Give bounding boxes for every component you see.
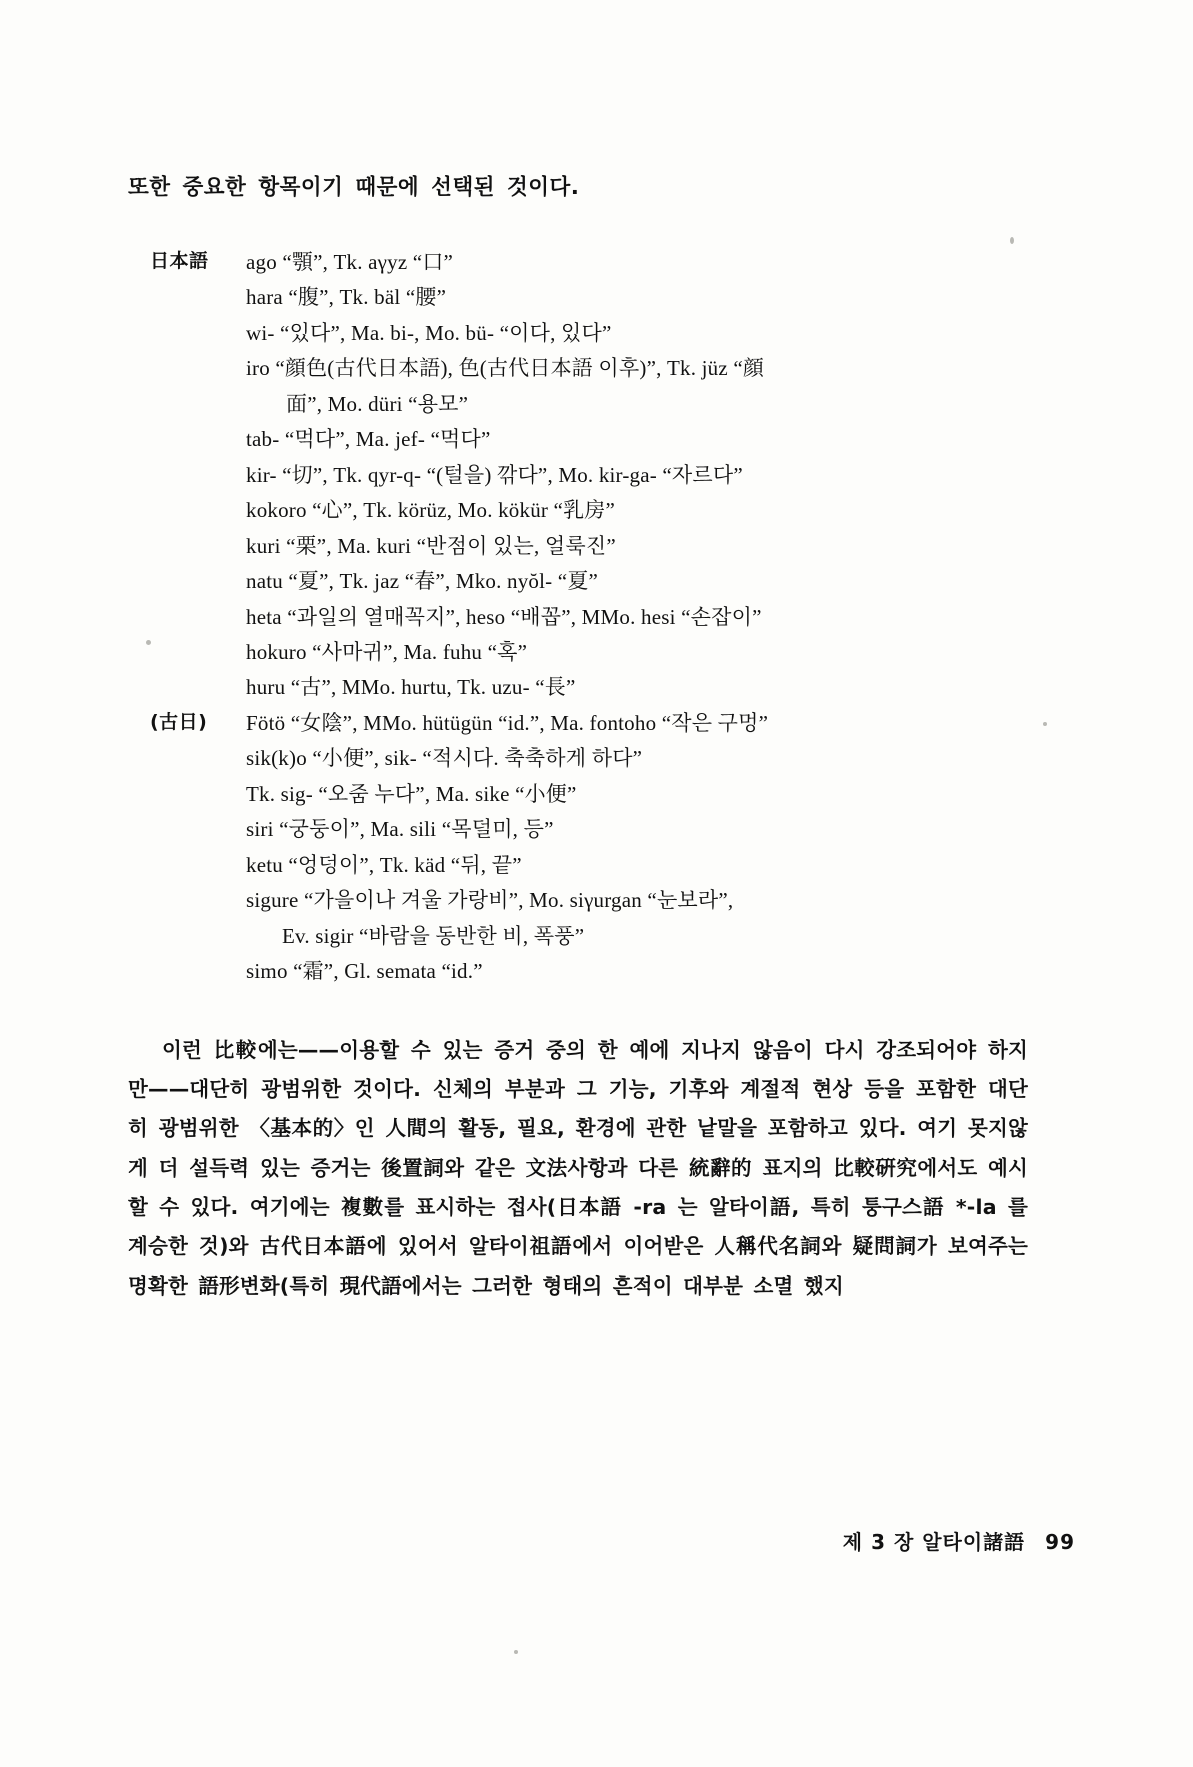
entry-label-blank [150,674,246,675]
entry-row [150,355,1028,381]
entry-label-blank [150,745,246,746]
entry-text: Ev. sigir “바람을 동반한 비, 폭풍” [282,923,585,948]
entry-row [150,674,1028,700]
entry-label-blank [150,852,246,853]
entry-text: kokoro “心”, Tk. körüz, Mo. kökür “乳房” [246,498,615,523]
entry-text: ketu “엉덩이”, Tk. käd “뒤, 끝” [246,852,522,877]
entry-row [150,639,1028,665]
page-footer [843,1526,1075,1555]
entry-row [150,249,1028,275]
entry-text: natu “夏”, Tk. jaz “春”, Mko. nyŏl- “夏” [246,569,599,594]
entry-row [150,852,1028,878]
entry-row [150,462,1028,488]
entry-label-blank [150,533,246,534]
entry-label-blank [150,816,246,817]
footer-page-number: 99 [1045,1530,1075,1554]
entry-label-blank [150,958,246,959]
entry-label-blank [150,391,246,392]
entry-label-blank [150,462,246,463]
entry-text: ago “顎”, Tk. aγyz “口” [246,250,454,274]
page-speck [1043,722,1047,726]
group-label-old-japanese: (古日) [150,710,208,733]
word-list-japanese [150,249,1028,985]
entry-text: hara “腹”, Tk. bäl “腰” [246,285,447,310]
entry-label-blank [150,923,246,924]
entry-label-blank [150,639,246,640]
entry-text: siri “궁둥이”, Ma. sili “목덜미, 등” [246,817,554,842]
entry-text: 面”, Mo. düri “용모” [286,391,469,416]
entry-label-blank [150,355,246,356]
entry-text: sik(k)o “小便”, sik- “적시다. 축축하게 하다” [246,746,643,771]
entry-row [150,887,1028,913]
page-content [128,170,1028,1327]
entry-text: kuri “栗”, Ma. kuri “반점이 있는, 얼룩진” [246,533,616,558]
entry-label-blank [150,320,246,321]
entry-text: hokuro “사마귀”, Ma. fuhu “혹” [246,639,528,664]
entry-label-blank [150,497,246,498]
entry-row [150,816,1028,842]
entry-label-blank [150,781,246,782]
entry-text: sigure “가을이나 겨울 가랑비”, Mo. siγurgan “눈보라”, [246,888,734,913]
entry-text: huru “古”, MMo. hurtu, Tk. uzu- “長” [246,675,576,700]
entry-row [150,781,1028,807]
entry-row [150,320,1028,346]
entry-label-blank [150,887,246,888]
body-paragraph: 이런 比較에는——이용할 수 있는 증거 중의 한 예에 지나지 않음이 다시 강조되어야 하지만——대단히 광범위한 것이다. 신체의 부분과 그 기능, 기후와 계절적 현상 등을 포함한 대단히 광범위한 〈基本的〉인 人間의 활동, 필요, 환경에 관한 낱말을 포함하고 있다. 여기 못지않게 더 설득력 있는 증거는 後置詞와 같은 文法사항과 다른 統辭的 표지의 比較硏究에서도 예시할 수 있다. 여기에는 複數를 표시하는 접사(日本語 -ra 는 알타이語, 특히 퉁구스語 *-la 를 계승한 것)와 古代日本語에 있어서 알타이祖語에서 이어받은 人稱代名詞와 疑問詞가 보여주는 명확한 語形변화(특히 現代語에서는 그러한 형태의 흔적이 대부분 소멸 했지 [128,1037,1028,1298]
footer-chapter: 제 3 장 알타이諸語 [842,1530,1026,1554]
entry-text: Tk. sig- “오줌 누다”, Ma. sike “小便” [246,781,577,806]
entry-row [150,284,1028,310]
entry-row [150,568,1028,594]
entry-label-blank [150,284,246,285]
entry-text: kir- “切”, Tk. qyr-q- “(털을) 깎다”, Mo. kir-ga- “자르다” [246,462,743,487]
entry-text: wi- “있다”, Ma. bi-, Mo. bü- “이다, 있다” [246,320,612,345]
entry-row-continuation [150,391,1028,417]
entry-text: Fötö “女陰”, MMo. hütügün “id.”, Ma. fontoho “작은 구멍” [246,710,769,735]
page-speck [514,1650,518,1654]
entry-label-blank [150,604,246,605]
entry-text: tab- “먹다”, Ma. jef- “먹다” [246,427,491,452]
entry-text: iro “顔色(古代日本語), 色(古代日本語 이후)”, Tk. jüz “顔 [246,356,765,381]
entry-row [150,426,1028,452]
group-label-japanese: 日本語 [150,250,209,272]
entry-text: heta “과일의 열매꼭지”, heso “배꼽”, MMo. hesi “손잡이” [246,604,762,629]
intro-line: 또한 중요한 항목이기 때문에 선택된 것이다. [128,175,580,200]
entry-row [150,710,1028,736]
entry-row [150,958,1028,984]
entry-text: simo “霜”, Gl. semata “id.” [246,959,483,984]
entry-label-blank [150,426,246,427]
entry-row-continuation [150,923,1028,949]
entry-row [150,533,1028,559]
entry-row [150,497,1028,523]
entry-row [150,604,1028,630]
entry-label-blank [150,568,246,569]
entry-row [150,745,1028,771]
